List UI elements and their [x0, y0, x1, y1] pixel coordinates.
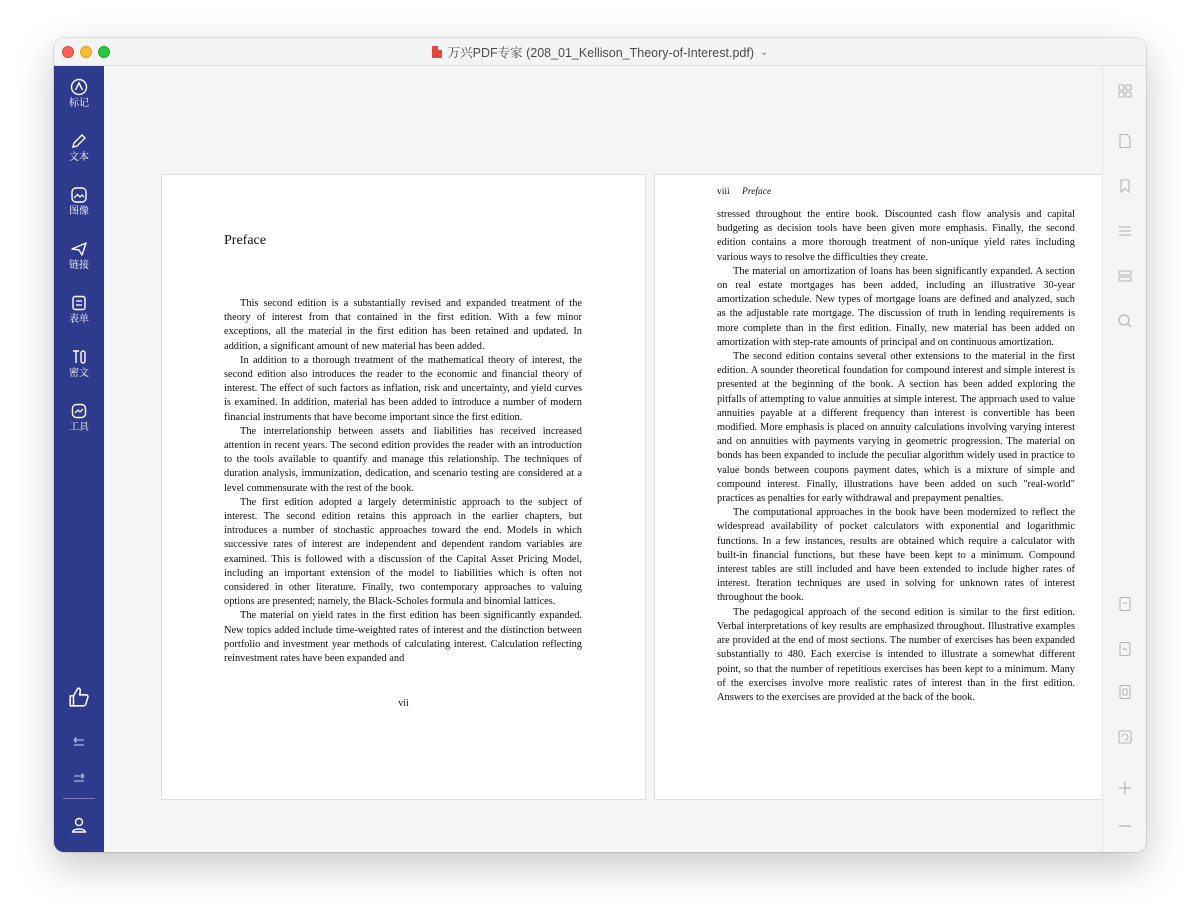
- search-icon: [1117, 313, 1133, 329]
- fit-page-button[interactable]: [1115, 594, 1135, 614]
- window-title-group[interactable]: [54, 38, 1146, 66]
- redo-button[interactable]: [54, 770, 104, 788]
- paragraph: The first edition adopted a largely deterministic approach to the subject of interest. The second edition retains this approach in the earlier chapters, but introduces a number of stochastic approaches toward the end. Models in which successive rates of interest are independent and dependent random variables are examined. This is followed with a discussion of the Capital Asset Pricing Model, including an important extension of the model to liabilities which is often not considered in other literature. Finally, two contemporary approaches to valuing options are presented; namely, the Black-Scholes formula and binomial lattices.: [224, 496, 582, 608]
- sidebar-label-tools: 工具: [69, 422, 89, 433]
- sidebar-label-text: 文本: [69, 152, 89, 163]
- pdf-page-vii[interactable]: [161, 174, 646, 800]
- search-button[interactable]: [1115, 311, 1135, 331]
- paragraph: The pedagogical approach of the second edition is similar to the first edition. Verbal interpretations of key results are emphasized throughout. Illustrative examples are provided at the end of most sections. The number of exercises has been expanded substantially to 480. Each exercise is intended to illustrate a somewhat different point, so that the number of repetitious exercises has been kept to a minimum. Many of the exercises involve more realistic rates of interest than in the first edition. Answers to the exercises are provided at the back of the book.: [717, 606, 1075, 703]
- running-head-title: Preface: [742, 187, 772, 197]
- sidebar-item-redact[interactable]: [54, 348, 104, 392]
- bookmark-icon: [1117, 178, 1133, 194]
- document-canvas[interactable]: [104, 66, 1102, 852]
- paragraph: The interrelationship between assets and liabilities has received increased attention in recent years. The second edition provides the reader with an introduction to the tools available to quantify and manage this relationship. The techniques of duration analysis, immunization, dedication, and scenario testing are considered at a level commensurate with the rest of the book.: [224, 425, 582, 494]
- zoom-in-button[interactable]: [1115, 778, 1135, 798]
- user-icon: [70, 816, 88, 834]
- right-toolbar: [1102, 66, 1146, 852]
- thumbs-up-icon: [68, 686, 90, 708]
- grid-view-icon: [1117, 83, 1133, 99]
- bookmark-button[interactable]: [1115, 176, 1135, 196]
- window-title: 万兴PDF专家 (208_01_Kellison_Theory-of-Interest.pdf): [447, 46, 754, 60]
- grid-view-button[interactable]: [1115, 81, 1135, 101]
- sidebar-item-image[interactable]: [54, 186, 104, 230]
- image-icon: [70, 186, 88, 204]
- fit-width-icon: [1117, 641, 1133, 657]
- paragraph: In addition to a thorough treatment of the mathematical theory of interest, the second edition also introduces the reader to the economic and financial theory of interest. The effect of such factors as inflation, risk and uncertainty, and yield curves is examined. In addition, material has been added to introduce a number of modern financial instruments that have become important since the first edition.: [224, 354, 582, 423]
- page-body-left: [224, 297, 582, 666]
- sidebar-label-image: 图像: [69, 206, 89, 217]
- sidebar-item-markup[interactable]: [54, 78, 104, 122]
- fit-width-button[interactable]: [1115, 639, 1135, 659]
- zoom-out-button[interactable]: [1115, 816, 1135, 836]
- pdf-page-viii[interactable]: [654, 174, 1139, 800]
- outline-button[interactable]: [1115, 221, 1135, 241]
- tools-icon: [70, 402, 88, 420]
- rotate-button[interactable]: [1115, 727, 1135, 747]
- title-bar: [54, 38, 1146, 66]
- sidebar-label-redact: 密文: [69, 368, 89, 379]
- paragraph: The computational approaches in the book have been modernized to reflect the widespread availability of pocket calculators with exponential and logarithmic functions. In a few instances, results are obtained which require a calculator with built-in financial functions, but these have been kept to a minimum. Compound interest tables are still included and have been extended to include higher rates of interest. Iteration techniques are used in solving for unknown rates of interest throughout the book.: [717, 507, 1075, 604]
- running-head-number: viii: [717, 187, 730, 197]
- sidebar-label-markup: 标记: [69, 98, 89, 109]
- chevron-down-icon[interactable]: ⌄: [760, 46, 769, 58]
- zoom-out-icon: [1117, 818, 1133, 834]
- app-window: [54, 38, 1146, 852]
- left-toolbar: [54, 66, 104, 852]
- zoom-in-icon: [1117, 780, 1133, 796]
- markup-icon: [70, 78, 88, 96]
- redact-icon: [70, 348, 88, 366]
- sidebar-label-form: 表单: [69, 314, 89, 325]
- outline-icon: [1117, 223, 1133, 239]
- pencil-icon: [70, 132, 88, 150]
- page-number: vii: [398, 698, 409, 709]
- panel-icon: [1117, 268, 1133, 284]
- undo-icon: [70, 734, 88, 752]
- redo-icon: [70, 770, 88, 788]
- fit-page-icon: [1117, 596, 1133, 612]
- form-icon: [70, 294, 88, 312]
- sidebar-divider: [63, 798, 95, 799]
- pdf-file-icon: [432, 46, 442, 58]
- single-page-button[interactable]: [1115, 682, 1135, 702]
- sidebar-item-link[interactable]: [54, 240, 104, 284]
- panel-button[interactable]: [1115, 266, 1135, 286]
- page-thumbnail-button[interactable]: [1115, 131, 1135, 151]
- account-button[interactable]: [54, 816, 104, 834]
- rotate-icon: [1117, 729, 1133, 745]
- paragraph: stressed throughout the entire book. Discounted cash flow analysis and capital budgeting as decision tools have been given more emphasis. Finally, the second edition contains a more thorough treatment of non-unique yield rates including various ways to resolve the difficulties they create.: [717, 209, 1075, 263]
- running-head: [717, 187, 771, 197]
- paragraph: This second edition is a substantially revised and expanded treatment of the theory of interest from that contained in the first edition. With a few minor exceptions, all the material in the first edition has been retained and updated. In addition, a significant amount of new material has been added.: [224, 298, 582, 352]
- page-body-right: [717, 208, 1075, 705]
- sidebar-item-text[interactable]: [54, 132, 104, 176]
- page-icon: [1117, 133, 1133, 149]
- paragraph: The material on amortization of loans has been significantly expanded. A section on real estate mortgages has been added, including an illustrative 30-year amortization schedule. New types of mortgage loans are defined and analyzed, such as the adjustable rate mortgage. The discussion of truth in lending requirements is more complete than in the first edition. Finally, new material has been added on amortization with step-rate amounts of principal and on continuous amortization.: [717, 265, 1075, 348]
- page-heading: Preface: [224, 233, 266, 248]
- sidebar-label-link: 链接: [69, 260, 89, 271]
- paragraph: The material on yield rates in the first edition has been significantly expanded. New topics added include time-weighted rates of interest and the distinction between portfolio and investment year methods of calculating interest. Calculation reflecting reinvestment rates have been expanded and: [224, 610, 582, 665]
- undo-button[interactable]: [54, 734, 104, 752]
- link-icon: [70, 240, 88, 258]
- sidebar-item-form[interactable]: [54, 294, 104, 338]
- sidebar-item-tools[interactable]: [54, 402, 104, 446]
- single-page-icon: [1117, 684, 1133, 700]
- feedback-button[interactable]: [54, 686, 104, 708]
- paragraph: The second edition contains several other extensions to the material in the first edition. A sounder theoretical foundation for compound interest and simple interest is presented at the beginning of the book. A section has been added exploring the pitfalls of attempting to value annuities at simple interest. The approach used to value annuities payable at a different frequency than interest is convertible has been modified. More emphasis is placed on annuity calculations involving varying interest and on annuities with payments varying in geometric progression. The material on bonds has been expanded to include the peculiar algorithm widely used in practice to value bonds between coupons payment dates, which is a mixture of simple and compound interest. Finally, illustrations have been added on such "real-world" practices as penalties for early withdrawal and prepayment penalties.: [717, 351, 1075, 505]
